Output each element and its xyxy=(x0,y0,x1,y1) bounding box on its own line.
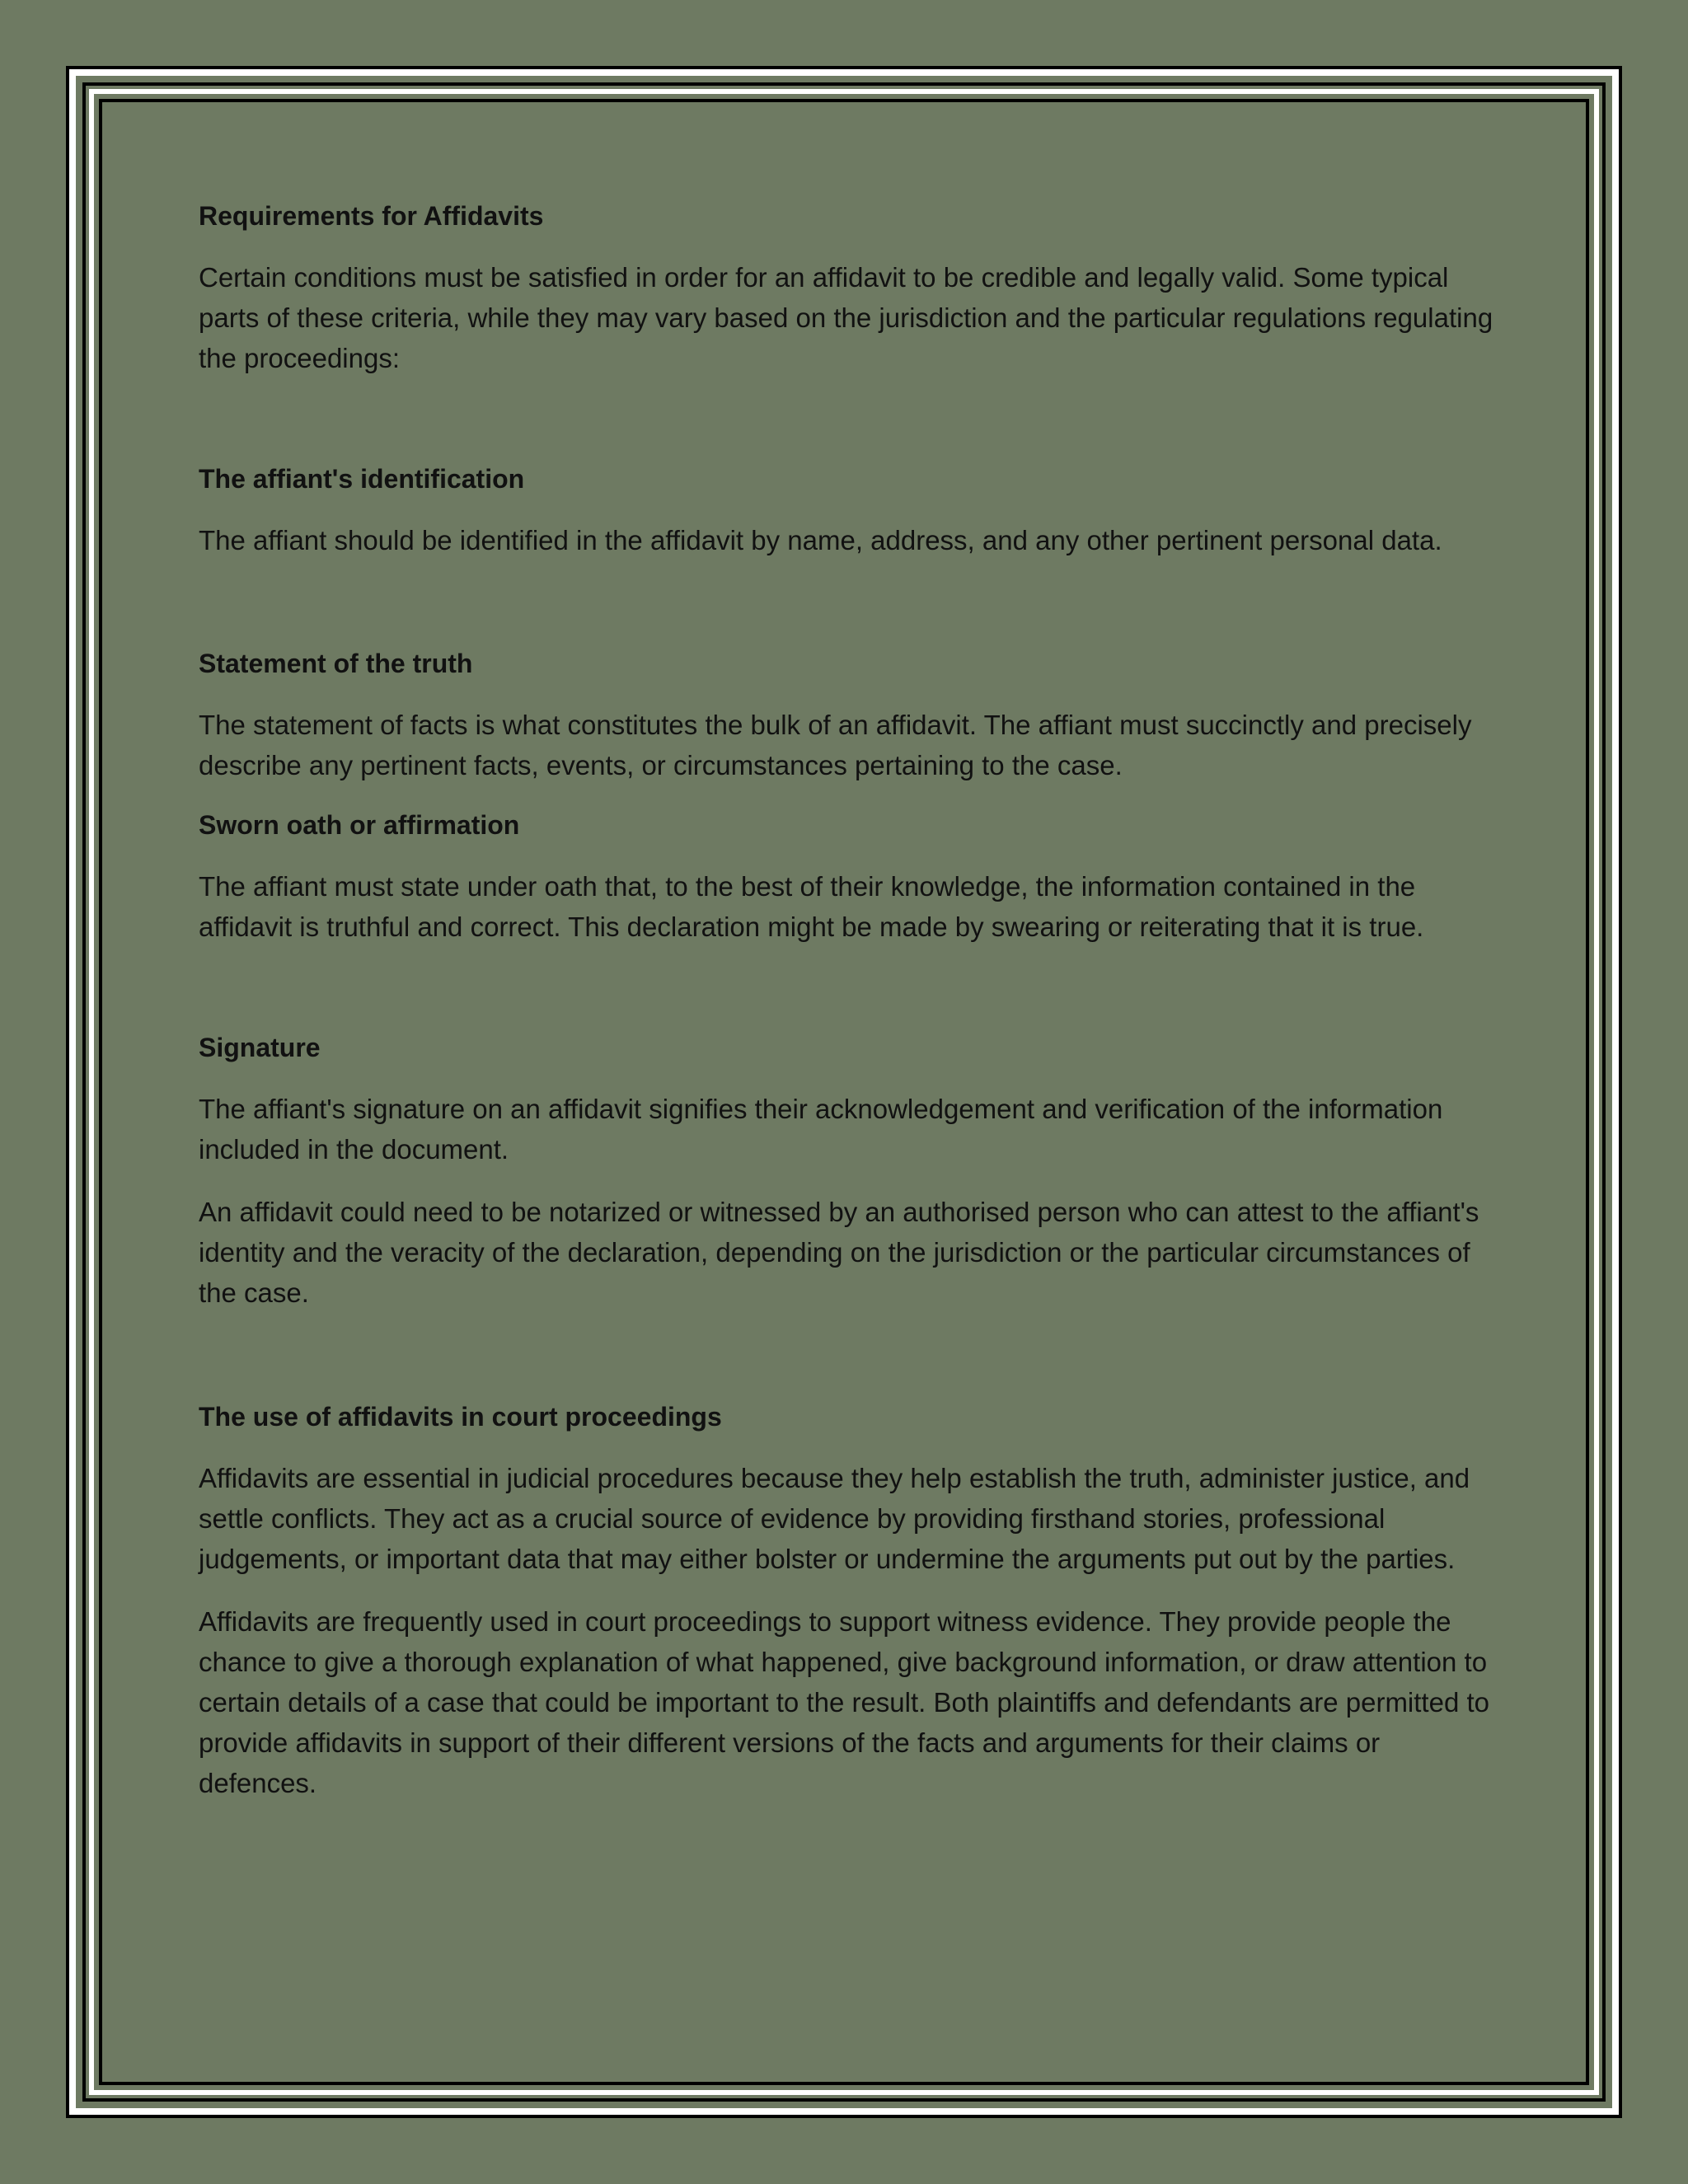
heading-sworn-oath: Sworn oath or affirmation xyxy=(199,810,520,840)
heading-identification: The affiant's identification xyxy=(199,464,525,494)
heading-signature: Signature xyxy=(199,1033,321,1062)
paragraph-identification: The affiant should be identified in the affidavit by name, address, and any other pertinent personal data. xyxy=(199,525,1442,555)
paragraph-court-use-1: Affidavits are essential in judicial procedures because they help establish the truth, administer justice, and settle conflicts. They act as a crucial source of evidence by providing firsthand stories, professional judgements, or important data that may either bolster or undermine the arguments put out by the parties. xyxy=(199,1463,1470,1574)
paragraph-requirements: Certain conditions must be satisfied in order for an affidavit to be credible and legally valid. Some typical parts of these criteria, while they may vary based on the jurisdiction and the particular regulations regulating the proceedings: xyxy=(199,262,1493,373)
heading-court-use: The use of affidavits in court proceedings xyxy=(199,1402,722,1432)
paragraph-signature-2: An affidavit could need to be notarized or witnessed by an authorised person who can attest to the affiant's identity and the veracity of the declaration, depending on the jurisdiction or the particular circumstances of the case. xyxy=(199,1197,1479,1308)
document-body xyxy=(199,198,1501,1803)
paragraph-court-use-2: Affidavits are frequently used in court proceedings to support witness evidence. They provide people the chance to give a thorough explanation of what happened, give background information, or draw attention to certain details of a case that could be important to the result. Both plaintiffs and defendants are permitted to provide affidavits in support of their different versions of the facts and arguments for their claims or defences. xyxy=(199,1606,1490,1798)
heading-statement-of-truth: Statement of the truth xyxy=(199,649,473,678)
heading-requirements: Requirements for Affidavits xyxy=(199,201,544,231)
paragraph-sworn-oath: The affiant must state under oath that, to the best of their knowledge, the information contained in the affidavit is truthful and correct. This declaration might be made by swearing or reiterating that it is true. xyxy=(199,871,1424,942)
paragraph-statement-of-truth: The statement of facts is what constitutes the bulk of an affidavit. The affiant must succinctly and precisely describe any pertinent facts, events, or circumstances pertaining to the case. xyxy=(199,710,1472,780)
paragraph-signature-1: The affiant's signature on an affidavit signifies their acknowledgement and verification of the information included in the document. xyxy=(199,1094,1443,1165)
